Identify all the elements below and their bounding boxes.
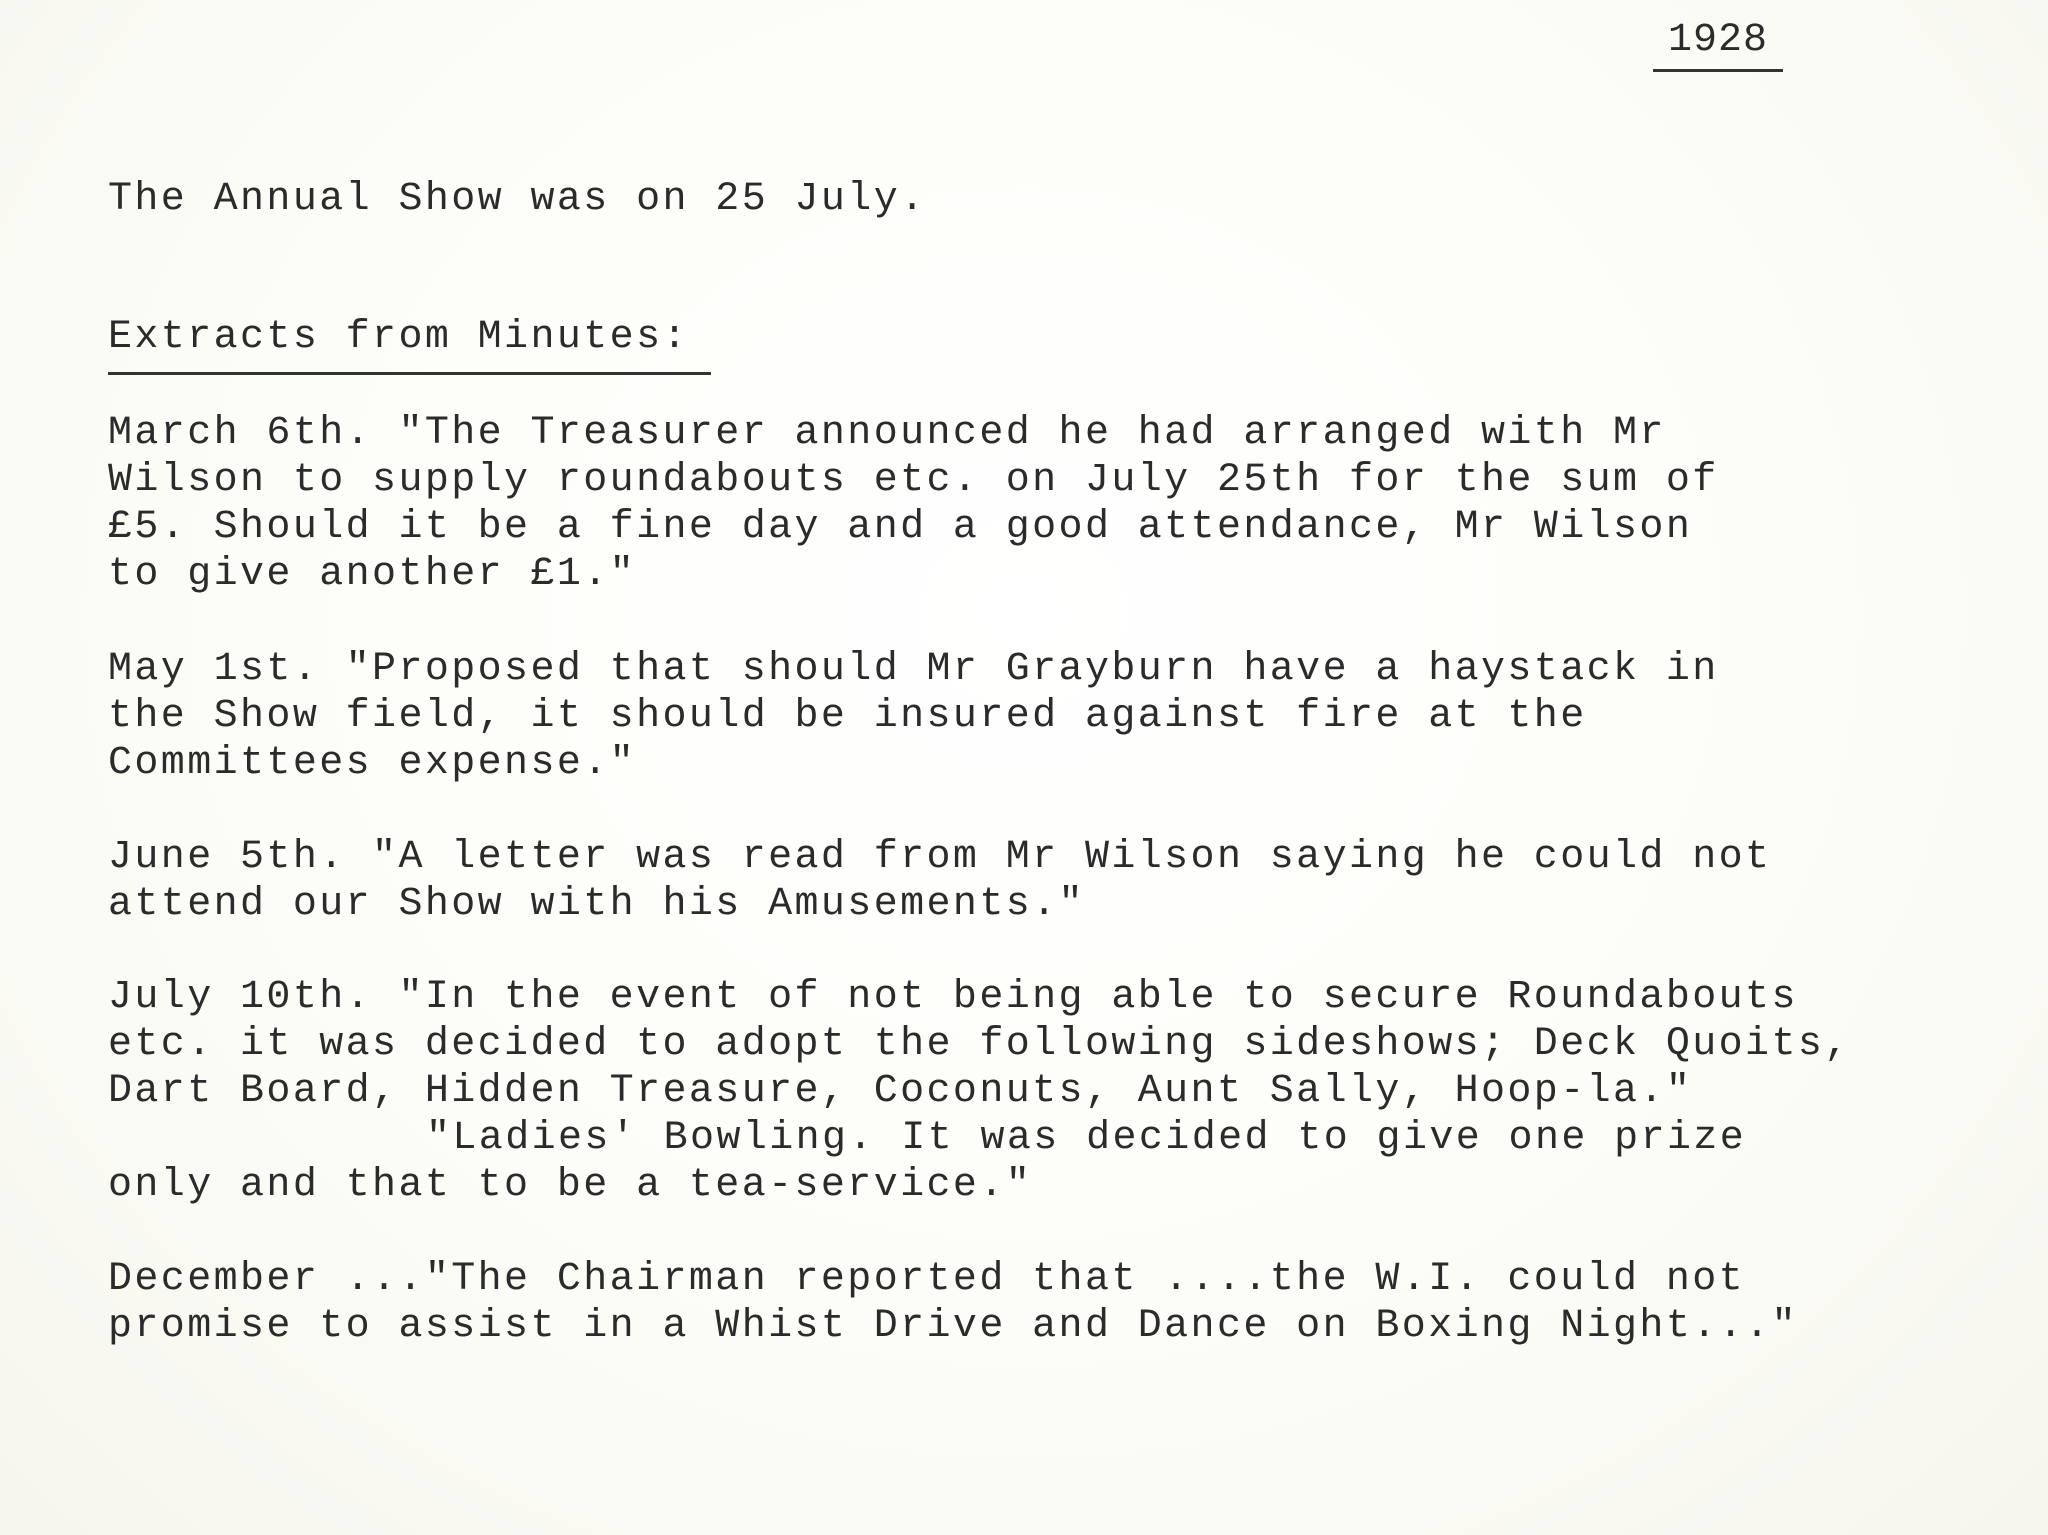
text-line: the Show field, it should be insured against fire at the bbox=[108, 694, 1587, 739]
minute-entry-july bbox=[108, 974, 2008, 1209]
intro-line: The Annual Show was on 25 July. bbox=[108, 177, 927, 222]
text-line: attend our Show with his Amusements." bbox=[108, 882, 1085, 927]
text-line: Wilson to supply roundabouts etc. on July 25th for the sum of bbox=[108, 458, 1719, 503]
text-line: May 1st. "Proposed that should Mr Grayburn have a haystack in bbox=[108, 647, 1719, 692]
text-line: £5. Should it be a fine day and a good attendance, Mr Wilson bbox=[108, 505, 1693, 550]
minute-entry-december bbox=[108, 1256, 2008, 1350]
text-line: December ..."The Chairman reported that ....the W.I. could not bbox=[108, 1257, 1746, 1302]
minute-entry-may bbox=[108, 646, 2008, 787]
text-line: only and that to be a tea-service." bbox=[108, 1163, 1033, 1208]
text-line: etc. it was decided to adopt the following sideshows; Deck Quoits, bbox=[108, 1022, 1851, 1067]
text-line: Dart Board, Hidden Treasure, Coconuts, Aunt Sally, Hoop-la." bbox=[108, 1069, 1693, 1114]
text-line: March 6th. "The Treasurer announced he had arranged with Mr bbox=[108, 411, 1666, 456]
minute-entry-june bbox=[108, 834, 2008, 928]
text-line: "Ladies' Bowling. It was decided to give one prize bbox=[426, 1116, 1747, 1161]
text-line: promise to assist in a Whist Drive and Dance on Boxing Night..." bbox=[108, 1304, 1798, 1349]
text-line: July 10th. "In the event of not being able to secure Roundabouts bbox=[108, 975, 1798, 1020]
minute-entry-march bbox=[108, 410, 2008, 598]
text-line: to give another £1." bbox=[108, 552, 637, 597]
year-heading: 1928 bbox=[1653, 18, 1783, 72]
text-line: June 5th. "A letter was read from Mr Wilson saying he could not bbox=[108, 835, 1772, 880]
section-heading: Extracts from Minutes: bbox=[108, 318, 711, 375]
text-line: Committees expense." bbox=[108, 741, 637, 786]
